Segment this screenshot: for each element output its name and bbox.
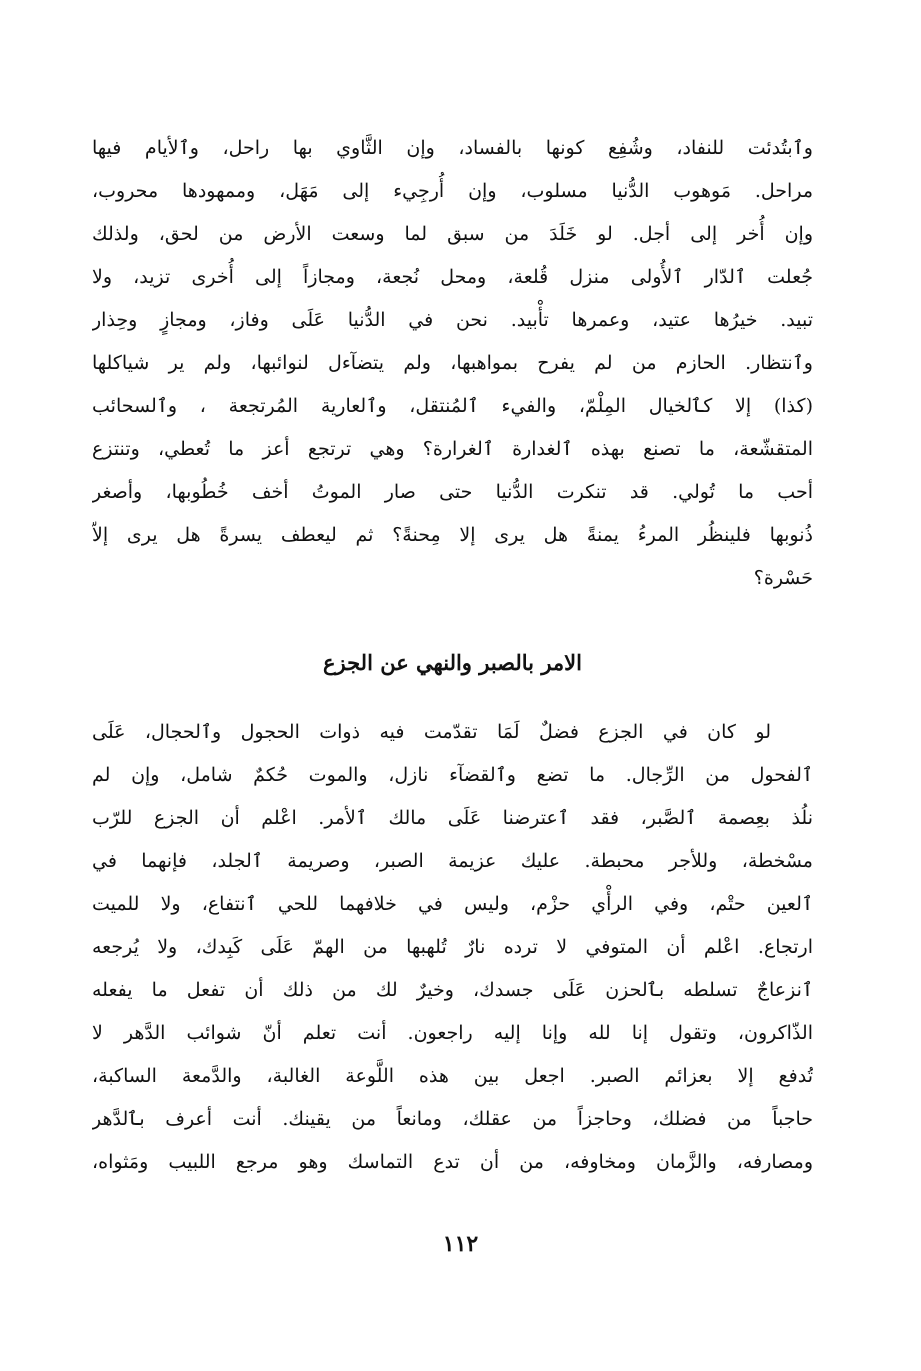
paragraph xyxy=(92,711,813,1184)
text-line: المتقشّعة، ما تصنع بهذه ٱلغدارة ٱلغرارة؟ وهي ترتجع أعز ما تُعطي، وتنتزع xyxy=(92,438,813,460)
text-line: ٱلفحول من الرِّجال. ما تضع وٱلقضآء نازل، والموت حُكمٌ شامل، وإن لم xyxy=(92,764,813,786)
text-line: مسْخطة، وللأجر محبطة. عليك عزيمة الصبر، وصريمة ٱلجلد، فإنهما في xyxy=(92,850,813,872)
text-line: ٱلعين حتْم، وفي الرأْي حزْم، وليس في خلافهما للحي ٱنتفاع، ولا للميت xyxy=(92,893,813,915)
paragraph-continued xyxy=(92,127,813,600)
text-line: وإن أُخر إلى أجل. لو خَلَدَ من سبق لما وسعت الأرض من لحق، ولذلك xyxy=(92,223,813,245)
section-heading: الامر بالصبر والنهي عن الجزع xyxy=(323,650,582,675)
text-line: ذُنوبها فلينظُر المرءُ يمنةً هل يرى إلا مِحنةً؟ ثم ليعطف يسرةً هل يرى إلاّ xyxy=(92,524,813,546)
text-line: ارتجاع. اعْلم أن المتوفي لا ترده نارٌ تُلهبها من الهمّ عَلَى كَبِدك، ولا يُرجعه xyxy=(92,936,813,958)
text-line: جُعلت ٱلدّار ٱلأُولى منزل قُلعة، ومحل نُجعة، ومجازاً إلى أُخرى تزيد، ولا xyxy=(92,266,813,288)
text-line: لو كان في الجزع فضلٌ لَمَا تقدّمت فيه ذوات الحجول وٱلحجال، عَلَى xyxy=(92,721,771,743)
text-line: حَسْرة؟ xyxy=(753,567,813,589)
text-line: (كذا) إلا كٱلخيال المِلْمّ، والفيء ٱلمُنتقل، وٱلعارية المُرتجعة ، وٱلسحائب xyxy=(92,395,813,417)
text-line: حاجباً من فضلك، وحاجزاً من عقلك، ومانعاً من يقينك. أنت أعرف بٱلدَّهر xyxy=(92,1108,813,1130)
page-number: ١١٢ xyxy=(442,1231,479,1257)
text-line: وٱبتُدئت للنفاد، وشُفِع كونها بالفساد، وإن الثَّاوي بها راحل، وٱلأيام فيها xyxy=(92,137,813,159)
text-line: الذّاكرون، وتقول إنا لله وإنا إليه راجعون. أنت تعلم أنّ شوائب الدَّهر لا xyxy=(92,1022,813,1044)
text-line: تبيد. خيرُها عتيد، وعمرها تأْبيد. نحن في الدُّنيا عَلَى وفاز، ومجازٍ وحِذار xyxy=(92,309,813,331)
text-line: ٱنزعاجٌ تسلطه بٱلحزن عَلَى جسدك، وخيرٌ لك من ذلك أن تفعل ما يفعله xyxy=(92,979,813,1001)
text-line: ومصارفه، والزَّمان ومخاوفه، من أن تدع التماسك وهو مرجع اللبيب ومَثواه، xyxy=(92,1151,813,1173)
text-line: وٱنتظار. الحازم من لم يفرح بمواهبها، ولم يتضآءل لنوائبها، ولم ير شياكلها xyxy=(92,352,813,374)
text-line: تُدفع إلا بعزائم الصبر. اجعل بين هذه اللَّوعة الغالبة، والدَّمعة الساكبة، xyxy=(92,1065,813,1087)
text-line: أحب ما تُولي. قد تنكرت الدُّنيا حتى صار الموتُ أخف خُطُوبها، وأصغر xyxy=(92,481,813,503)
text-line: نلُذ بعِصمة ٱلصَّبر، فقد ٱعترضنا عَلَى مالك ٱلأمر. اعْلم أن الجزع للرّب xyxy=(92,807,813,829)
text-line: مراحل. مَوهوب الدُّنيا مسلوب، وإن أُرجِيء إلى مَهَل، وممهودها محروب، xyxy=(92,180,813,202)
